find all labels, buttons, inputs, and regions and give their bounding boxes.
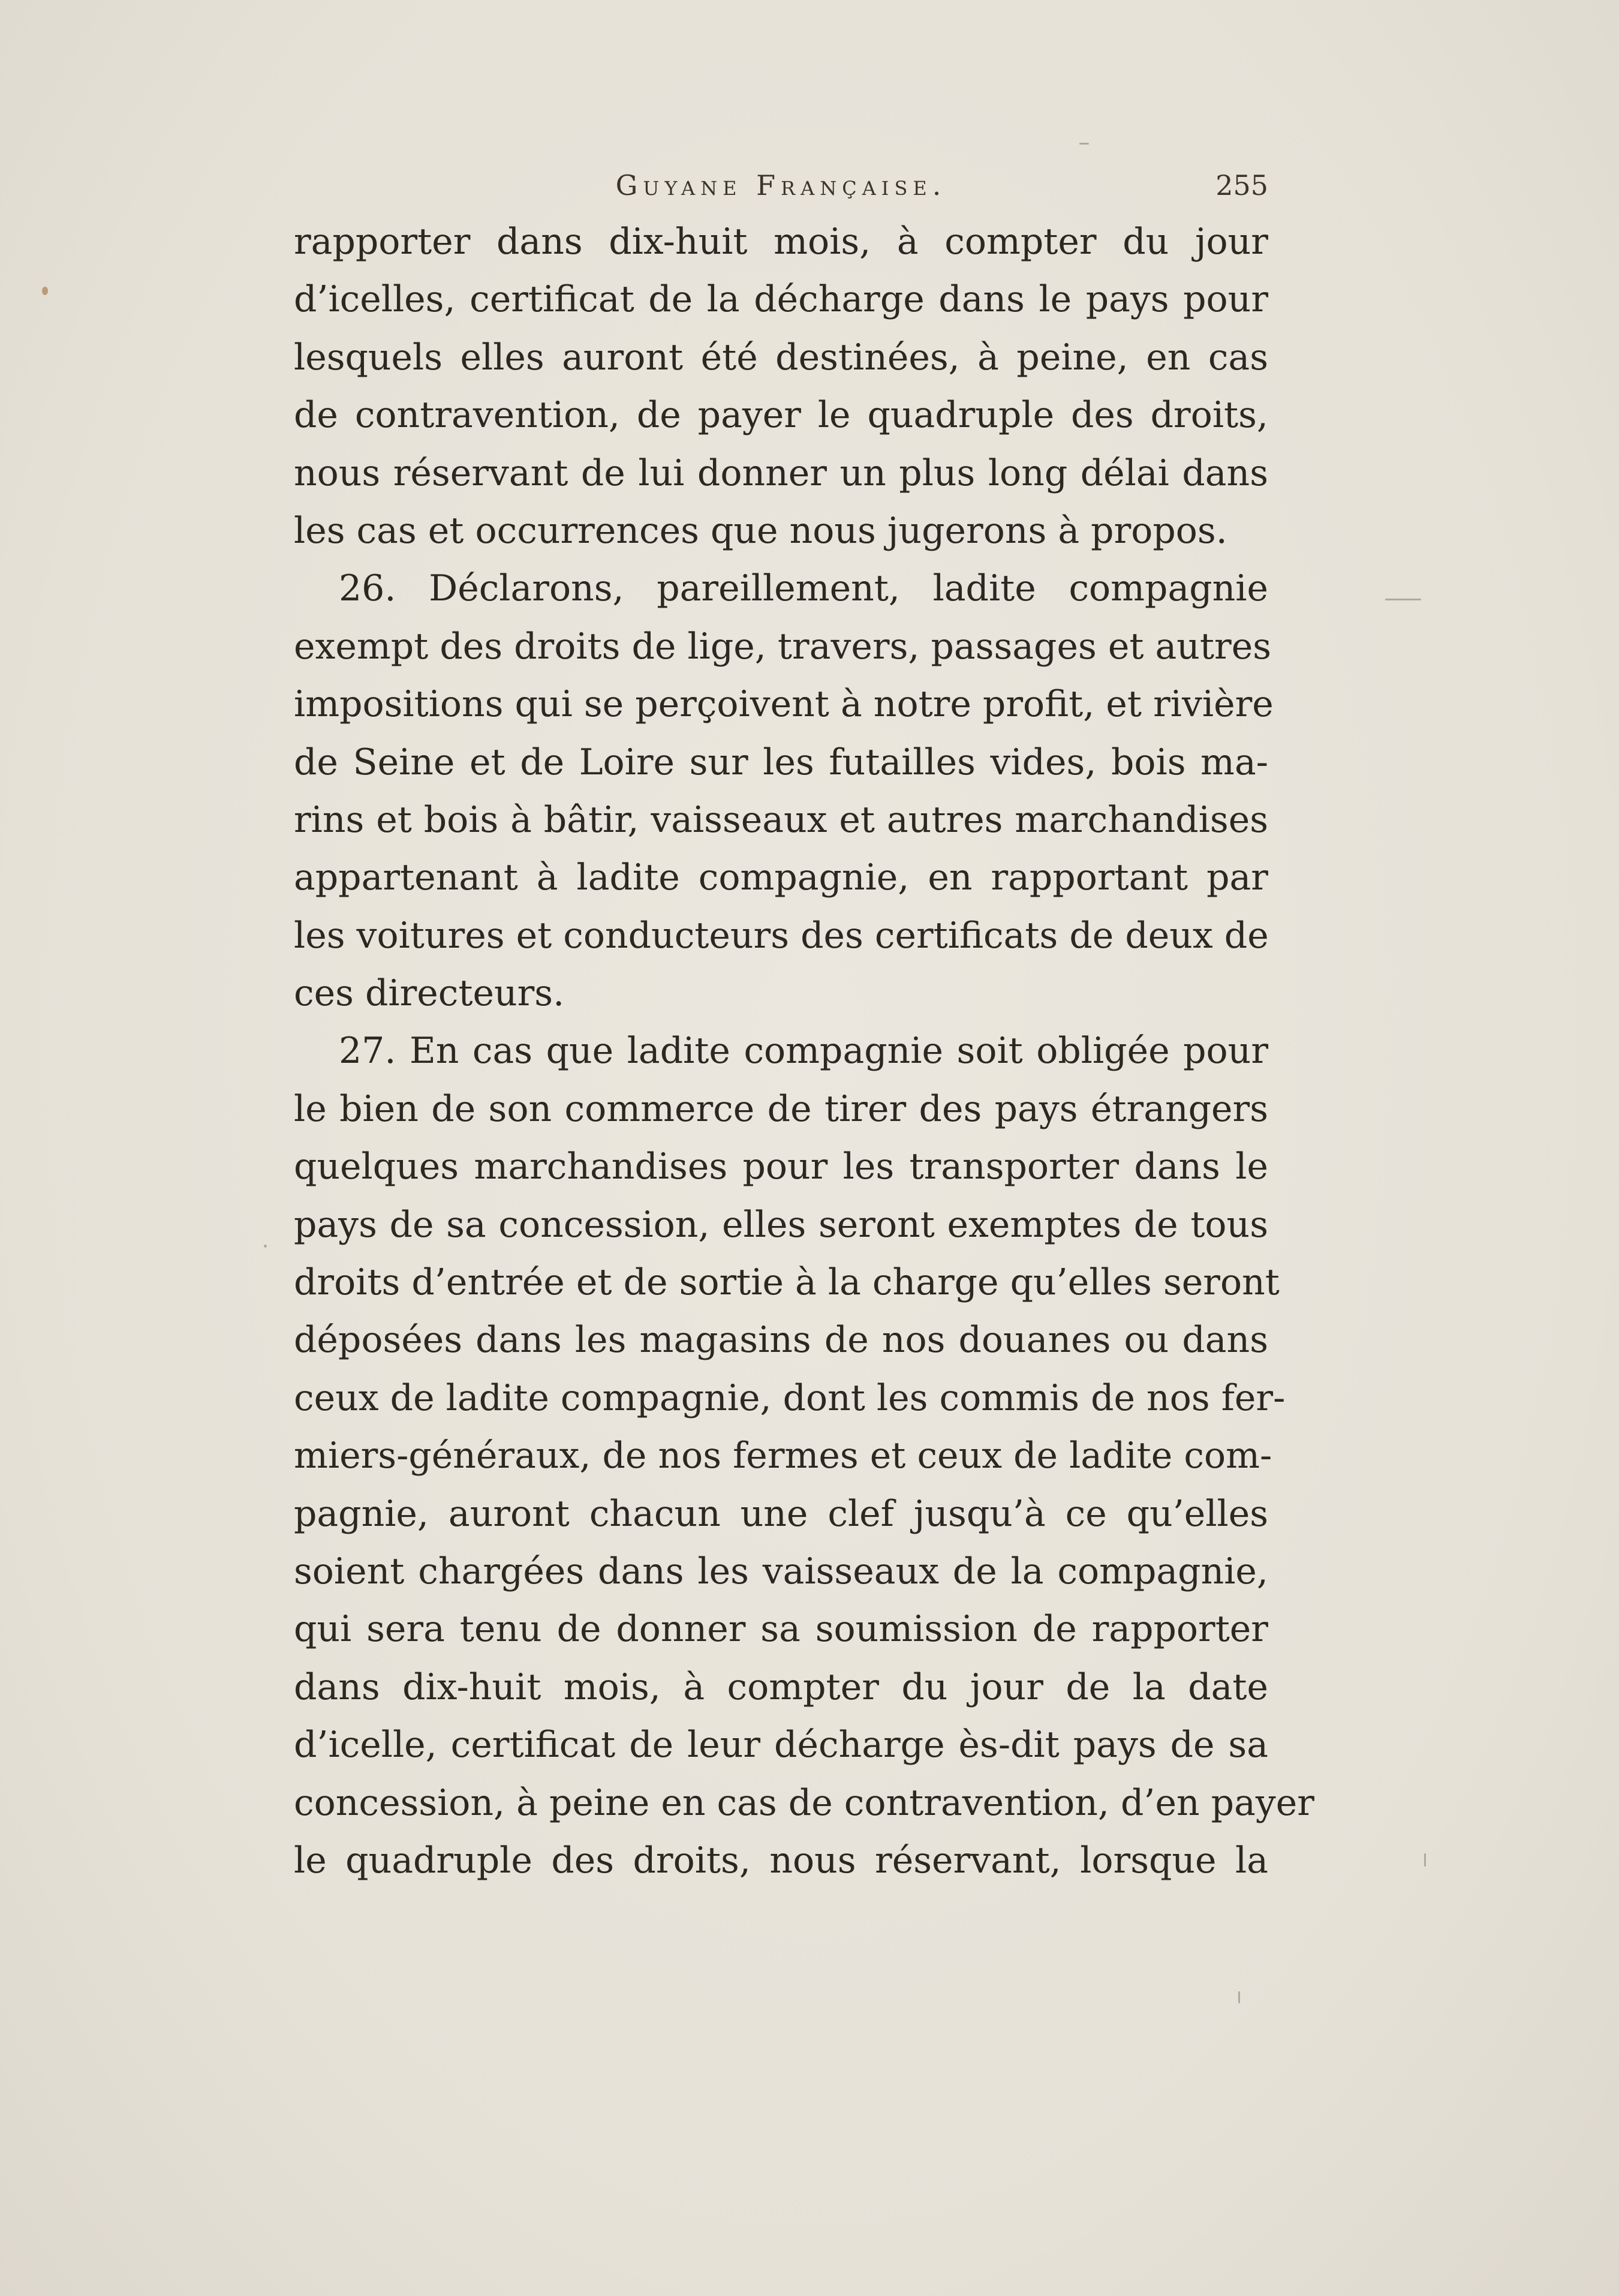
text-line: le bien de son commerce de tirer des pays étrangers <box>294 1087 1268 1130</box>
text-line: appartenant à ladite compagnie, en rapportant par <box>294 857 1268 899</box>
paper-speck <box>1079 143 1089 145</box>
text-line: nous réservant de lui donner un plus long délai dans <box>294 452 1268 494</box>
text-line: rapporter dans dix-huit mois, à compter du jour <box>294 221 1268 263</box>
article-26-start: 26. Déclarons, pareillement, ladite compagnie <box>339 567 1268 610</box>
running-title: Guyane Française. <box>615 169 947 202</box>
text-line: exempt des droits de lige, travers, passages et autres <box>294 625 1272 668</box>
text-line: pays de sa concession, elles seront exemptes de tous <box>294 1203 1268 1246</box>
text-line: soient chargées dans les vaisseaux de la compagnie, <box>294 1550 1268 1592</box>
text-line: impositions qui se perçoivent à notre profit, et rivière <box>294 683 1274 726</box>
text-line: les voitures et conducteurs des certificats de deux de <box>294 914 1269 957</box>
text-line: droits d’entrée et de sortie à la charge qu’elles seront <box>294 1261 1280 1304</box>
text-line: rins et bois à bâtir, vaisseaux et autres marchandises <box>294 798 1268 841</box>
text-line: d’icelle, certificat de leur décharge ès-dit pays de sa <box>294 1724 1268 1766</box>
paper-speck <box>1385 599 1421 600</box>
article-27-start: 27. En cas que ladite compagnie soit obligée pour <box>339 1030 1268 1072</box>
page-number: 255 <box>1215 169 1268 202</box>
text-line: quelques marchandises pour les transporter dans le <box>294 1146 1268 1188</box>
paper-speck <box>42 287 48 295</box>
text-line: concession, à peine en cas de contravention, d’en payer <box>294 1781 1314 1824</box>
text-line: déposées dans les magasins de nos douanes ou dans <box>294 1319 1268 1362</box>
paper-speck <box>1424 1853 1426 1867</box>
text-line: ceux de ladite compagnie, dont les commis de nos fer- <box>294 1377 1286 1419</box>
paper-speck <box>1238 1991 1240 2003</box>
body-text <box>294 213 1314 1889</box>
text-line: ces directeurs. <box>294 972 565 1015</box>
running-head <box>294 169 1268 211</box>
text-line: dans dix-huit mois, à compter du jour de la date <box>294 1666 1268 1708</box>
paper-speck <box>264 1245 267 1248</box>
text-line: pagnie, auront chacun une clef jusqu’à ce qu’elles <box>294 1492 1268 1535</box>
text-line: de Seine et de Loire sur les futailles vides, bois ma- <box>294 741 1268 783</box>
text-line: qui sera tenu de donner sa soumission de rapporter <box>294 1608 1268 1651</box>
text-line: le quadruple des droits, nous réservant, lorsque la <box>294 1839 1268 1882</box>
text-line: lesquels elles auront été destinées, à peine, en cas <box>294 336 1268 378</box>
text-line: de contravention, de payer le quadruple des droits, <box>294 394 1268 437</box>
text-line: les cas et occurrences que nous jugerons à propos. <box>294 509 1227 552</box>
text-line: miers-généraux, de nos fermes et ceux de ladite com- <box>294 1435 1272 1477</box>
text-line: d’icelles, certificat de la décharge dans le pays pour <box>294 278 1268 321</box>
